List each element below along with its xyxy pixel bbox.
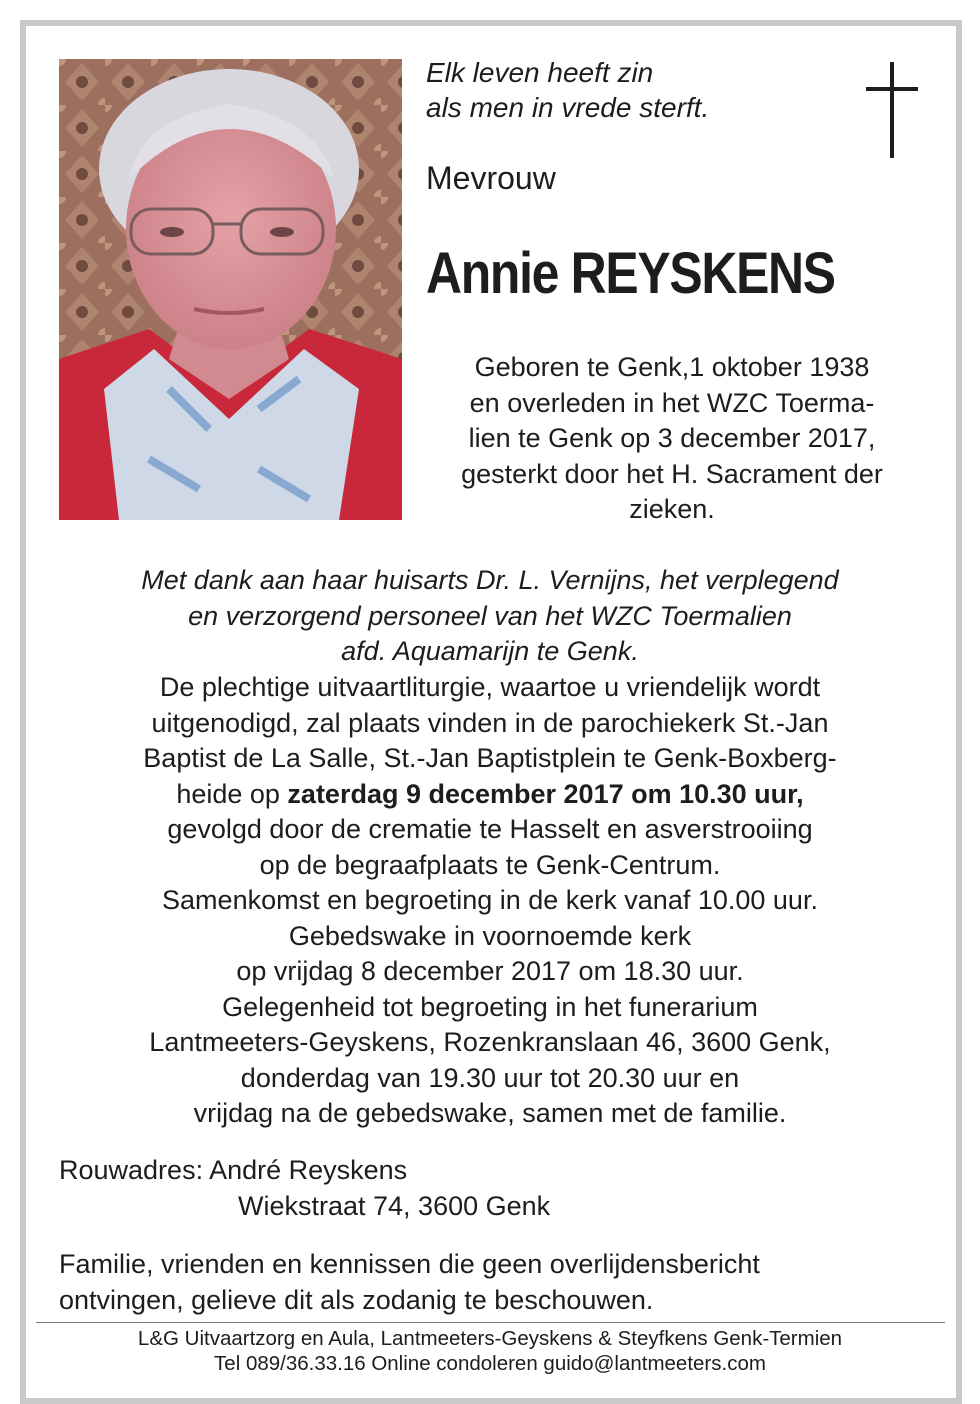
portrait-photo bbox=[59, 59, 402, 520]
ceremony-line: Baptist de La Salle, St.-Jan Baptistplein te Genk-Boxberg- bbox=[143, 743, 837, 773]
birth-death-info bbox=[424, 350, 920, 528]
ceremony-line: op de begraafplaats te Genk-Centrum. bbox=[259, 849, 721, 880]
thanks-line: Met dank aan haar huisarts Dr. L. Vernijns, het verplegend bbox=[141, 565, 839, 595]
ceremony-paragraph bbox=[40, 670, 940, 1132]
thanks-line: en verzorgend personeel van het WZC Toermalien bbox=[188, 600, 792, 631]
birth-line: lien te Genk op 3 december 2017, bbox=[468, 423, 876, 453]
mourning-address-label: Rouwadres: André Reyskens bbox=[59, 1155, 408, 1185]
birth-line: zieken. bbox=[629, 494, 715, 524]
birth-line: Geboren te Genk,1 oktober 1938 bbox=[474, 352, 870, 382]
notice-line: Familie, vrienden en kennissen die geen overlijdensbericht bbox=[59, 1249, 760, 1279]
funeral-home-footer bbox=[40, 1326, 940, 1376]
ceremony-line: Lantmeeters-Geyskens, Rozenkranslaan 46, 3600 Genk, bbox=[149, 1027, 831, 1057]
footer-divider bbox=[36, 1322, 945, 1323]
ceremony-line: vrijdag na de gebedswake, samen met de familie. bbox=[193, 1098, 787, 1128]
ceremony-line: op vrijdag 8 december 2017 om 18.30 uur. bbox=[236, 956, 744, 986]
ceremony-line: Gelegenheid tot begroeting in het funerarium bbox=[222, 991, 758, 1022]
footer-line: L&G Uitvaartzorg en Aula, Lantmeeters-Geyskens & Steyfkens Genk-Termien bbox=[137, 1327, 843, 1350]
deceased-name: Annie REYSKENS bbox=[426, 241, 835, 306]
notice-paragraph bbox=[59, 1246, 760, 1318]
mourning-address bbox=[59, 1152, 550, 1224]
quote-line: Elk leven heeft zin bbox=[426, 57, 654, 88]
ceremony-date-line bbox=[40, 777, 940, 813]
notice-line: ontvingen, gelieve dit als zodanig te beschouwen. bbox=[59, 1285, 654, 1315]
footer-line: Tel 089/36.33.16 Online condoleren guido@lantmeeters.com bbox=[214, 1352, 766, 1375]
birth-line: gesterkt door het H. Sacrament der bbox=[461, 458, 883, 489]
thanks-paragraph bbox=[40, 563, 940, 670]
epitaph-quote bbox=[426, 55, 709, 125]
ceremony-line: gevolgd door de crematie te Hasselt en asverstrooiing bbox=[167, 814, 813, 844]
ceremony-line: uitgenodigd, zal plaats vinden in de parochiekerk St.-Jan bbox=[151, 707, 829, 738]
ceremony-date: zaterdag 9 december 2017 om 10.30 uur, bbox=[287, 778, 804, 809]
ceremony-line: Samenkomst en begroeting in de kerk vanaf 10.00 uur. bbox=[162, 885, 818, 915]
quote-line: als men in vrede sterft. bbox=[426, 92, 710, 123]
mourning-address-street: Wiekstraat 74, 3600 Genk bbox=[238, 1191, 551, 1221]
ceremony-date-prefix: heide op bbox=[176, 778, 288, 809]
honorific: Mevrouw bbox=[426, 160, 556, 196]
thanks-line: afd. Aquamarijn te Genk. bbox=[341, 636, 639, 666]
latin-cross-icon bbox=[862, 60, 922, 165]
ceremony-line: De plechtige uitvaartliturgie, waartoe u vriendelijk wordt bbox=[159, 672, 821, 702]
ceremony-line: donderdag van 19.30 uur tot 20.30 uur en bbox=[240, 1062, 740, 1093]
birth-line: en overleden in het WZC Toerma- bbox=[469, 387, 875, 418]
ceremony-line: Gebedswake in voornoemde kerk bbox=[288, 920, 692, 951]
